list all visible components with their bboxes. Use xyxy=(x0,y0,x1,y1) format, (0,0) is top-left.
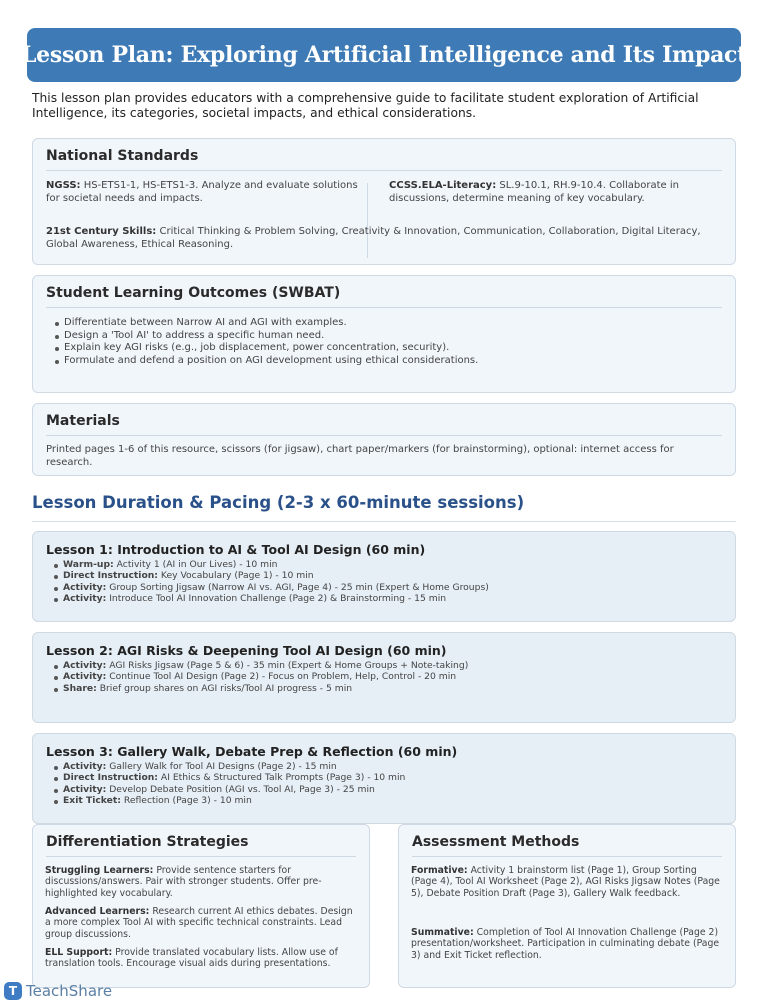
list-item xyxy=(54,570,735,581)
advanced-learners xyxy=(45,906,355,940)
step-label: Warm-up: xyxy=(63,559,114,570)
struggling-label: Struggling Learners: xyxy=(45,865,154,876)
ngss-text: HS-ETS1-1, HS-ETS1-3. Analyze and evaluate solutions for societal needs and impacts. xyxy=(46,180,358,204)
list-item xyxy=(54,784,735,795)
ell-text: Provide translated vocabulary lists. Allow use of translation tools. Encourage visual aids during presentations. xyxy=(45,947,338,970)
list-item xyxy=(54,660,735,671)
step-text: Activity 1 (AI in Our Lives) - 10 min xyxy=(113,559,278,570)
step-text: AGI Risks Jigsaw (Page 5 & 6) - 35 min (Expert & Home Groups + Note-taking) xyxy=(106,660,469,671)
lesson-3-card xyxy=(32,733,736,824)
differentiation-card xyxy=(32,824,370,988)
materials-heading: Materials xyxy=(46,404,722,436)
step-label: Share: xyxy=(63,682,97,694)
list-item xyxy=(54,761,735,772)
list-item: Design a 'Tool AI' to address a specific human need. xyxy=(55,330,735,343)
ccss-label: CCSS.ELA-Literacy: xyxy=(389,180,497,191)
page-title: Lesson Plan: Exploring Artificial Intelligence and Its Impact xyxy=(21,42,748,68)
struggling-text: Provide sentence starters for discussions/answers. Pair with stronger students. Offer pre-highlighted key vocabulary. xyxy=(45,865,322,899)
ngss-standard xyxy=(46,180,361,205)
ell-label: ELL Support: xyxy=(45,947,113,958)
step-text: Reflection (Page 3) - 10 min xyxy=(120,794,252,806)
list-item xyxy=(54,683,735,694)
summative-label: Summative: xyxy=(411,927,474,938)
title-banner xyxy=(21,28,748,82)
brand-name: TeachShare xyxy=(26,982,113,1000)
ccss-text: SL.9-10.1, RH.9-10.4. Collaborate in discussions, determine meaning of key vocabulary. xyxy=(389,180,679,204)
step-label: Exit Ticket: xyxy=(63,794,121,806)
learning-outcomes-card xyxy=(32,275,736,393)
pacing-heading: Lesson Duration & Pacing (2-3 x 60-minute sessions) xyxy=(32,493,525,512)
assessment-heading: Assessment Methods xyxy=(412,825,722,857)
lesson-2-card xyxy=(32,632,736,723)
step-label: Direct Instruction: xyxy=(63,570,158,582)
assessment-card xyxy=(398,824,736,988)
list-item xyxy=(54,559,735,570)
teachshare-logo-icon: T xyxy=(4,982,22,1000)
step-text: Develop Debate Position (AGI vs. Tool AI, Page 3) - 25 min xyxy=(106,783,375,795)
brand-logo xyxy=(4,982,112,1000)
lesson-3-steps xyxy=(54,761,735,806)
list-item: Formulate and defend a position on AGI development using ethical considerations. xyxy=(55,355,735,368)
advanced-text: Research current AI ethics debates. Design a more complex Tool AI with specific technical constraints. Lead group discussions. xyxy=(45,906,353,940)
step-text: Group Sorting Jigsaw (Narrow AI vs. AGI, Page 4) - 25 min (Expert & Home Groups) xyxy=(106,581,489,593)
lesson-1-title: Lesson 1: Introduction to AI & Tool AI Design (60 min) xyxy=(46,542,426,557)
step-label: Activity: xyxy=(63,660,107,671)
lesson-1-card xyxy=(32,531,736,622)
list-item: Explain key AGI risks (e.g., job displacement, power concentration, security). xyxy=(55,342,735,355)
intro-paragraph: This lesson plan provides educators with a comprehensive guide to facilitate student exploration of Artificial Intelligence, its categories, societal impacts, and ethical considerations. xyxy=(32,91,699,120)
step-text: AI Ethics & Structured Talk Prompts (Page 3) - 10 min xyxy=(157,772,406,784)
materials-text: Printed pages 1-6 of this resource, scissors (for jigsaw), chart paper/markers (for brainstorming), optional: internet access for research. xyxy=(46,444,674,468)
step-text: Gallery Walk for Tool AI Designs (Page 2) - 15 min xyxy=(106,761,337,772)
national-standards-heading: National Standards xyxy=(46,139,722,171)
advanced-label: Advanced Learners: xyxy=(45,906,150,917)
differentiation-heading: Differentiation Strategies xyxy=(46,825,356,857)
step-text: Brief group shares on AGI risks/Tool AI progress - 5 min xyxy=(96,682,353,694)
list-item xyxy=(54,772,735,783)
list-item xyxy=(54,593,735,604)
formative-assessment xyxy=(411,865,721,899)
learning-outcomes-heading: Student Learning Outcomes (SWBAT) xyxy=(46,276,722,308)
ccss-standard xyxy=(389,180,689,205)
step-label: Activity: xyxy=(63,592,107,604)
national-standards-card xyxy=(32,138,736,265)
list-item xyxy=(54,795,735,806)
summative-text: Completion of Tool AI Innovation Challenge (Page 2) presentation/worksheet. Participation in culminating debate (Page 3) and Exit Ticket reflection. xyxy=(411,927,720,961)
lesson-1-steps xyxy=(54,559,735,604)
step-label: Activity: xyxy=(63,671,107,683)
lesson-2-steps xyxy=(54,660,735,694)
step-text: Key Vocabulary (Page 1) - 10 min xyxy=(157,570,314,582)
outcomes-list xyxy=(55,317,735,367)
step-label: Activity: xyxy=(63,783,107,795)
skills-text: Critical Thinking & Problem Solving, Creativity & Innovation, Communication, Collaboration, Digital Literacy, Global Awareness, Ethical Reasoning. xyxy=(46,226,701,250)
step-label: Direct Instruction: xyxy=(63,772,158,784)
ngss-label: NGSS: xyxy=(46,180,81,191)
pacing-divider xyxy=(32,521,736,522)
summative-assessment xyxy=(411,927,721,961)
ell-support xyxy=(45,947,355,970)
lesson-3-title: Lesson 3: Gallery Walk, Debate Prep & Reflection (60 min) xyxy=(46,744,458,759)
step-text: Continue Tool AI Design (Page 2) - Focus on Problem, Help, Control - 20 min xyxy=(106,671,457,683)
step-label: Activity: xyxy=(63,761,107,772)
formative-text: Activity 1 brainstorm list (Page 1), Group Sorting (Page 4), Tool AI Worksheet (Page 2), AGI Risks Jigsaw Notes (Page 5), Debate Position Draft (Page 3), Gallery Walk feedback. xyxy=(411,865,720,899)
formative-label: Formative: xyxy=(411,865,468,876)
step-label: Activity: xyxy=(63,581,107,593)
struggling-learners xyxy=(45,865,355,899)
list-item xyxy=(54,671,735,682)
lesson-2-title: Lesson 2: AGI Risks & Deepening Tool AI Design (60 min) xyxy=(46,643,447,658)
materials-card xyxy=(32,403,736,476)
list-item: Differentiate between Narrow AI and AGI with examples. xyxy=(55,317,735,330)
skills-standard xyxy=(46,226,726,251)
list-item xyxy=(54,582,735,593)
skills-label: 21st Century Skills: xyxy=(46,226,157,237)
step-text: Introduce Tool AI Innovation Challenge (Page 2) & Brainstorming - 15 min xyxy=(106,592,447,604)
